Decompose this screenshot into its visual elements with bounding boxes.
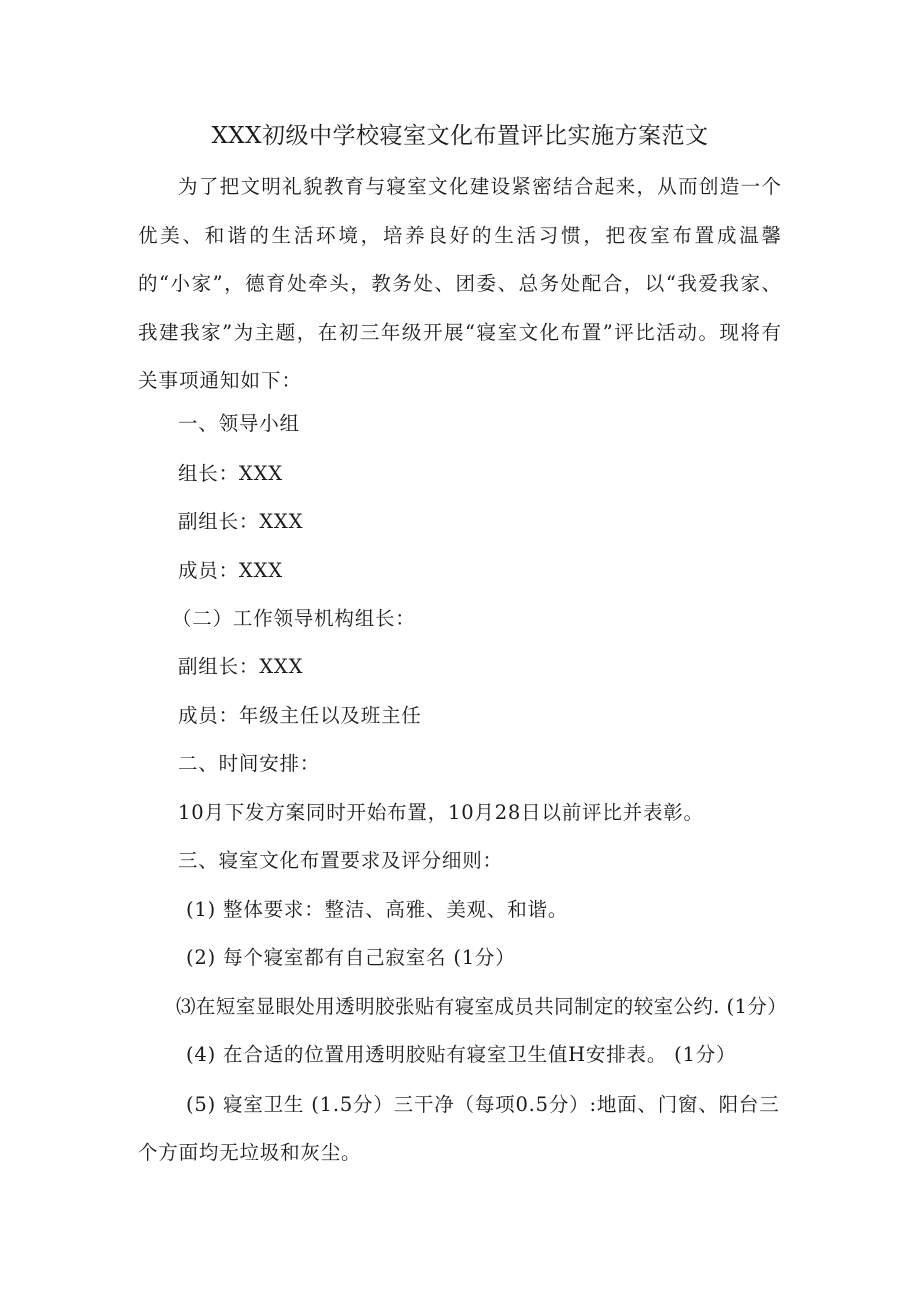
requirement-item: (1) 整体要求：整洁、高雅、美观、和谐。 bbox=[186, 898, 569, 921]
document-title: XXX初级中学校寝室文化布置评比实施方案范文 bbox=[211, 123, 709, 149]
deputy-line: 副组长：XXX bbox=[178, 510, 304, 533]
requirement-item: (2) 每个寝室都有自己寂室名 (1分） bbox=[186, 946, 516, 969]
section1b-members-line: 成员：年级主任以及班主任 bbox=[178, 704, 422, 727]
section1b-heading: （二）工作领导机构组长： bbox=[172, 607, 416, 630]
section1-heading: 一、领导小组 bbox=[178, 412, 300, 435]
section3-heading: 三、寝室文化布置要求及评分细则： bbox=[178, 849, 503, 872]
schedule-line: 10月下发方案同时开始布置，10月28日以前评比并表彰。 bbox=[178, 801, 704, 824]
members-line: 成员：XXX bbox=[178, 559, 283, 582]
leader-line: 组长：XXX bbox=[178, 462, 283, 485]
requirement-item: (5) 寝室卫生 (1.5分）三干净（每项0.5分）:地面、门窗、阳台三个方面均无垃圾和灰尘。 bbox=[138, 1093, 780, 1164]
section1b-deputy-line: 副组长：XXX bbox=[178, 655, 304, 678]
requirement-item: (4) 在合适的位置用透明胶贴有寝室卫生值H安排表。 (1分） bbox=[186, 1043, 737, 1066]
requirement-item: ⑶在短室显眼处用透明胶张贴有寝室成员共同制定的较室公约. (1分） bbox=[176, 995, 788, 1018]
intro-paragraph: 为了把文明礼貌教育与寝室文化建设紧密结合起来，从而创造一个优美、和谐的生活环境，培养良好的生活习惯，把夜室布置成温馨的“小家”，德育处牵头，教务处、团委、总务处配合，以“我爱我家、我建我家”为主题，在初三年级开展“寝室文化布置”评比活动。现将有关事项通知如下： bbox=[138, 175, 782, 392]
section2-heading: 二、时间安排： bbox=[178, 752, 321, 775]
